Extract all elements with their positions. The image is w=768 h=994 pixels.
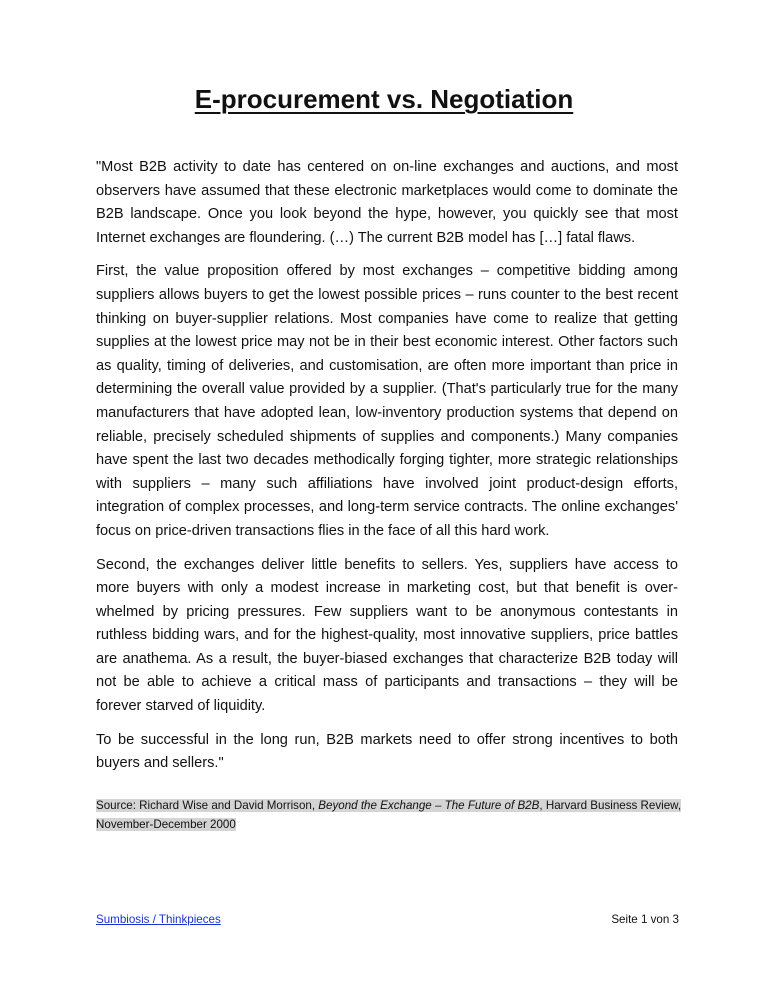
- source-highlight: [96, 799, 681, 831]
- quote-paragraph-2: First, the value proposition offered by most exchanges – competitive bidding among suppliers allows buyers to get the lowest possible prices – runs counter to the best recent thinking on buyer-supplier relations. Most companies have come to realize that getting supplies at the lowest price may not be in their best economic interest. Other factors such as quality, timing of deliveries, and customisation, are often more important than price in determining the overall value provided by a supplier. (That's particularly true for the many manufacturers that have adopted lean, low-inventory production systems that depend on reliable, precisely scheduled shipments of supplies and components.) Many companies have spent the last two decades methodically forging tighter, more strategic relationships with suppliers – many such affiliations have involved joint product-design efforts, integration of complex processes, and long-term service contracts. The online exchanges' focus on price-driven transactions flies in the face of all this hard work.: [96, 263, 678, 539]
- source-prefix: Source: Richard Wise and David Morrison,: [96, 799, 319, 812]
- footer-link-thinkpieces[interactable]: Sumbiosis / Thinkpieces: [96, 913, 221, 926]
- source-suffix: , Harvard Business Review, November-December 2000: [96, 799, 682, 831]
- document-body: [96, 156, 678, 786]
- quote-paragraph-4: To be successful in the long run, B2B markets need to offer strong incentives to both buyers and sellers.": [96, 731, 678, 772]
- source-book-title: Beyond the Exchange – The Future of B2B: [318, 799, 540, 812]
- page-number: Seite 1 von 3: [611, 913, 679, 926]
- source-citation: [96, 797, 686, 834]
- quote-paragraph-3: Second, the exchanges deliver little benefits to sellers. Yes, suppliers have access to more buyers with only a modest increase in marketing cost, but that benefit is overwhelmed by pricing pressures. Few suppliers want to be anonymous contestants in ruthless bidding wars, and for the highest-quality, most innovative suppliers, price battles are anathema. As a result, the buyer-biased exchanges that characterize B2B today will not be able to achieve a critical mass of participants and transactions – they will be forever starved of liquidity.: [96, 556, 678, 715]
- quote-paragraph-1: "Most B2B activity to date has centered on on-line exchanges and auctions, and most observers have assumed that these electronic marketplaces would come to dominate the B2B landscape. Once you look beyond the hype, however, you quickly see that most Internet exchanges are floundering. (…) The current B2B model has […] fatal flaws.: [96, 159, 678, 246]
- document-title: E-procurement vs. Negotiation: [194, 84, 574, 114]
